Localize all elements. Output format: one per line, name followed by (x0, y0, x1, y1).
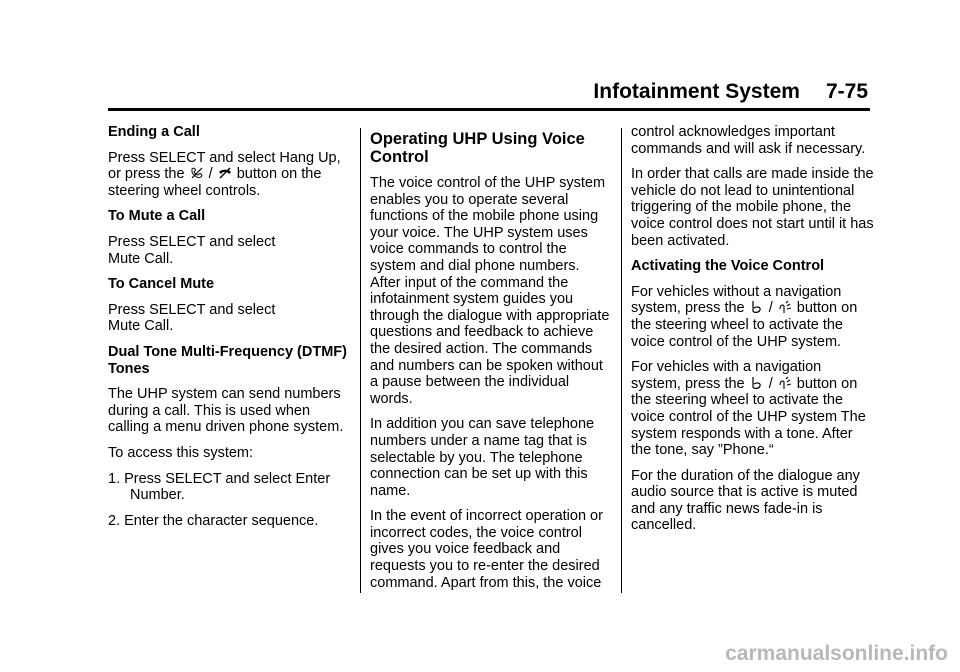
text: button on the steering wheel controls. (108, 166, 322, 199)
paragraph-voice-5: In order that calls are made inside the vehicle do not lead to unintentional triggering of the mobile phone, the voice control does not start until it has been activated. (631, 166, 874, 249)
text: or press the (108, 166, 185, 183)
push-to-talk-icon (750, 376, 764, 390)
section-heading-voice-control: Operating UHP Using Voice Control (370, 130, 585, 166)
slash: / (208, 166, 213, 183)
list-item: 2. Enter the character sequence. (108, 512, 319, 529)
paragraph-dtmf: The UHP system can send numbers during a call. This is used when calling a menu driven phone system. (108, 386, 344, 436)
subheading-ending-call: Ending a Call (108, 124, 200, 140)
paragraph-access: To access this system: (108, 444, 254, 461)
column-divider-2 (621, 128, 622, 593)
mute-end-icon (218, 166, 232, 180)
paragraph-voice-3: In the event of incorrect operation or incorrect codes, the voice control gives you voice feedback and requests you to re-enter the desired command. Apart from this, the voice (370, 508, 603, 591)
paragraph-voice-1: The voice control of the UHP system enables you to operate several functions of the mobile phone using your voice. The UHP system uses voice commands to control the system and dial phone numbers. After input of the command the infotainment system guides you through the dialogue with appropriate questions and feedback to achieve the desired action. The commands and numbers can be spoken without a pause between the individual words. (370, 175, 610, 407)
paragraph-cancel-mute (108, 302, 352, 335)
text: Mute Call. (108, 250, 174, 267)
text: For vehicles without a navigation (631, 283, 842, 300)
header-rule (108, 108, 870, 111)
text: Press SELECT and select Hang Up, (108, 149, 341, 166)
list-item: 1. Press SELECT and select Enter Number. (108, 470, 331, 504)
phone-hangup-icon (190, 166, 204, 180)
text: button on the steering wheel to activate the voice control of the UHP system The system responds with a tone. After the tone, say ”Phone.“ (631, 375, 866, 459)
paragraph-mute (108, 234, 352, 267)
text: Press SELECT and select (108, 233, 276, 250)
text: Press SELECT and select (108, 301, 276, 318)
subheading-activating: Activating the Voice Control (631, 258, 825, 275)
paragraph-with-nav (631, 359, 875, 459)
paragraph-ending-call (108, 150, 352, 200)
voice-recognition-icon (778, 376, 792, 390)
page-title (593, 80, 868, 104)
page-number: 7-75 (825, 80, 868, 103)
paragraph-without-nav (631, 284, 875, 350)
text: button on the steering wheel to activate the voice control of the UHP system. (631, 300, 858, 350)
column-1 (108, 124, 352, 538)
section-title: Infotainment System (593, 80, 800, 103)
voice-recognition-icon (778, 300, 792, 314)
column-divider-1 (360, 128, 361, 593)
slash: / (768, 300, 773, 317)
watermark: carmanualsonline.info (725, 642, 948, 665)
push-to-talk-icon (750, 300, 764, 314)
subheading-dtmf: Dual Tone Multi-Frequency (DTMF) Tones (108, 343, 347, 377)
text: system, press the (631, 375, 745, 392)
paragraph-mute-audio: For the duration of the dialogue any audio source that is active is muted and any traffic news fade-in is cancelled. (631, 467, 860, 534)
column-3 (631, 124, 875, 543)
slash: / (768, 375, 773, 392)
text: Mute Call. (108, 318, 174, 335)
text: system, press the (631, 300, 745, 317)
column-2 (370, 124, 610, 600)
text: For vehicles with a navigation (631, 359, 822, 376)
subheading-cancel-mute: To Cancel Mute (108, 276, 215, 293)
paragraph-voice-2: In addition you can save telephone numbers under a name tag that is selectable by you. The telephone connection can be set up with this name. (370, 416, 595, 499)
paragraph-voice-4: control acknowledges important commands and will ask if necessary. (631, 124, 866, 157)
subheading-mute: To Mute a Call (108, 208, 206, 225)
